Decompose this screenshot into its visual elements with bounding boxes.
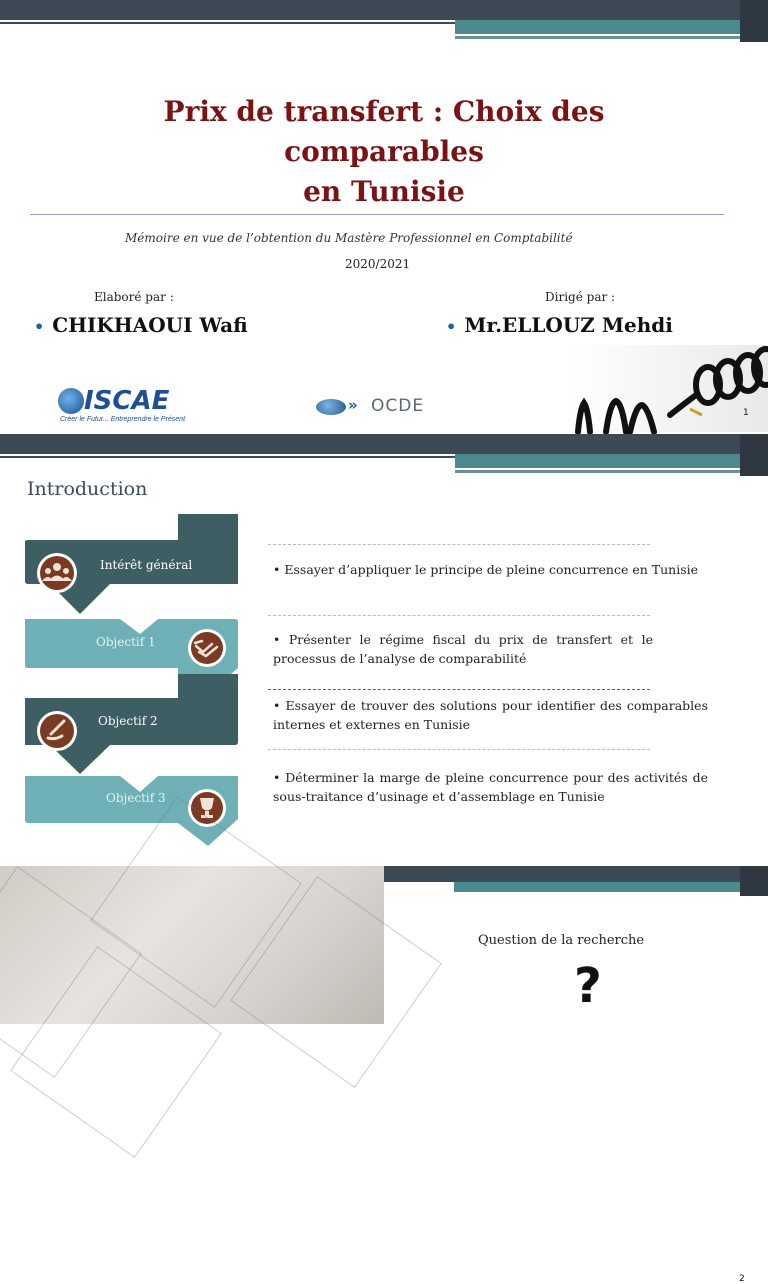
spring-coil-image	[570, 345, 768, 432]
slide-heading: Introduction	[27, 478, 148, 500]
divider	[268, 544, 650, 545]
research-question-label: Question de la recherche	[478, 933, 645, 948]
globe-icon	[316, 399, 346, 415]
research-question-slide	[0, 866, 768, 1024]
divider	[268, 689, 650, 690]
arrows-icon: »	[348, 396, 358, 414]
header-band	[384, 866, 768, 896]
title-slide	[0, 0, 768, 432]
step-label-objectif-3: Objectif 3	[106, 791, 166, 805]
title-rule	[30, 214, 724, 215]
divider	[268, 615, 650, 616]
label-elabore: Elaboré par :	[94, 290, 174, 304]
header-band	[0, 0, 768, 42]
floor-image	[0, 866, 384, 1024]
page-number: 1	[743, 408, 749, 418]
step-label-interet: Intérêt général	[100, 558, 193, 572]
memo-text: Mémoire en vue de l’obtention du Mastère Professionnel en Comptabilité	[125, 231, 573, 245]
director-name: • Mr.ELLOUZ Mehdi	[446, 313, 673, 337]
globe-icon	[58, 388, 84, 414]
bullet-item: • Déterminer la marge de pleine concurrence pour des activités de sous-traitance d’usinage et d’assemblage en Tunisie	[273, 770, 708, 804]
question-mark: ?	[574, 958, 602, 1014]
author-name: • CHIKHAOUI Wafi	[34, 313, 248, 337]
title-line-2: en Tunisie	[303, 175, 465, 208]
bullet-item: • Essayer d’appliquer le principe de pleine concurrence en Tunisie	[273, 562, 699, 577]
bullet-item: • Présenter le régime fiscal du prix de transfert et le processus de l’analyse de comparabilité	[273, 632, 653, 666]
academic-year: 2020/2021	[345, 257, 411, 271]
ocde-logo: » OCDE	[316, 396, 466, 418]
iscae-logo: ISCAE Créer le Futur... Entreprendre le Présent	[60, 386, 186, 423]
page-number: 2	[739, 1274, 745, 1284]
slide-title	[60, 92, 708, 212]
label-dirige: Dirigé par :	[545, 290, 616, 304]
step-label-objectif-1: Objectif 1	[96, 635, 156, 649]
bullet-item: • Essayer de trouver des solutions pour identifier des comparables internes et externes en Tunisie	[273, 698, 708, 732]
step-label-objectif-2: Objectif 2	[98, 714, 158, 728]
divider	[268, 749, 650, 750]
title-line-1: Prix de transfert : Choix des comparables	[163, 95, 605, 168]
